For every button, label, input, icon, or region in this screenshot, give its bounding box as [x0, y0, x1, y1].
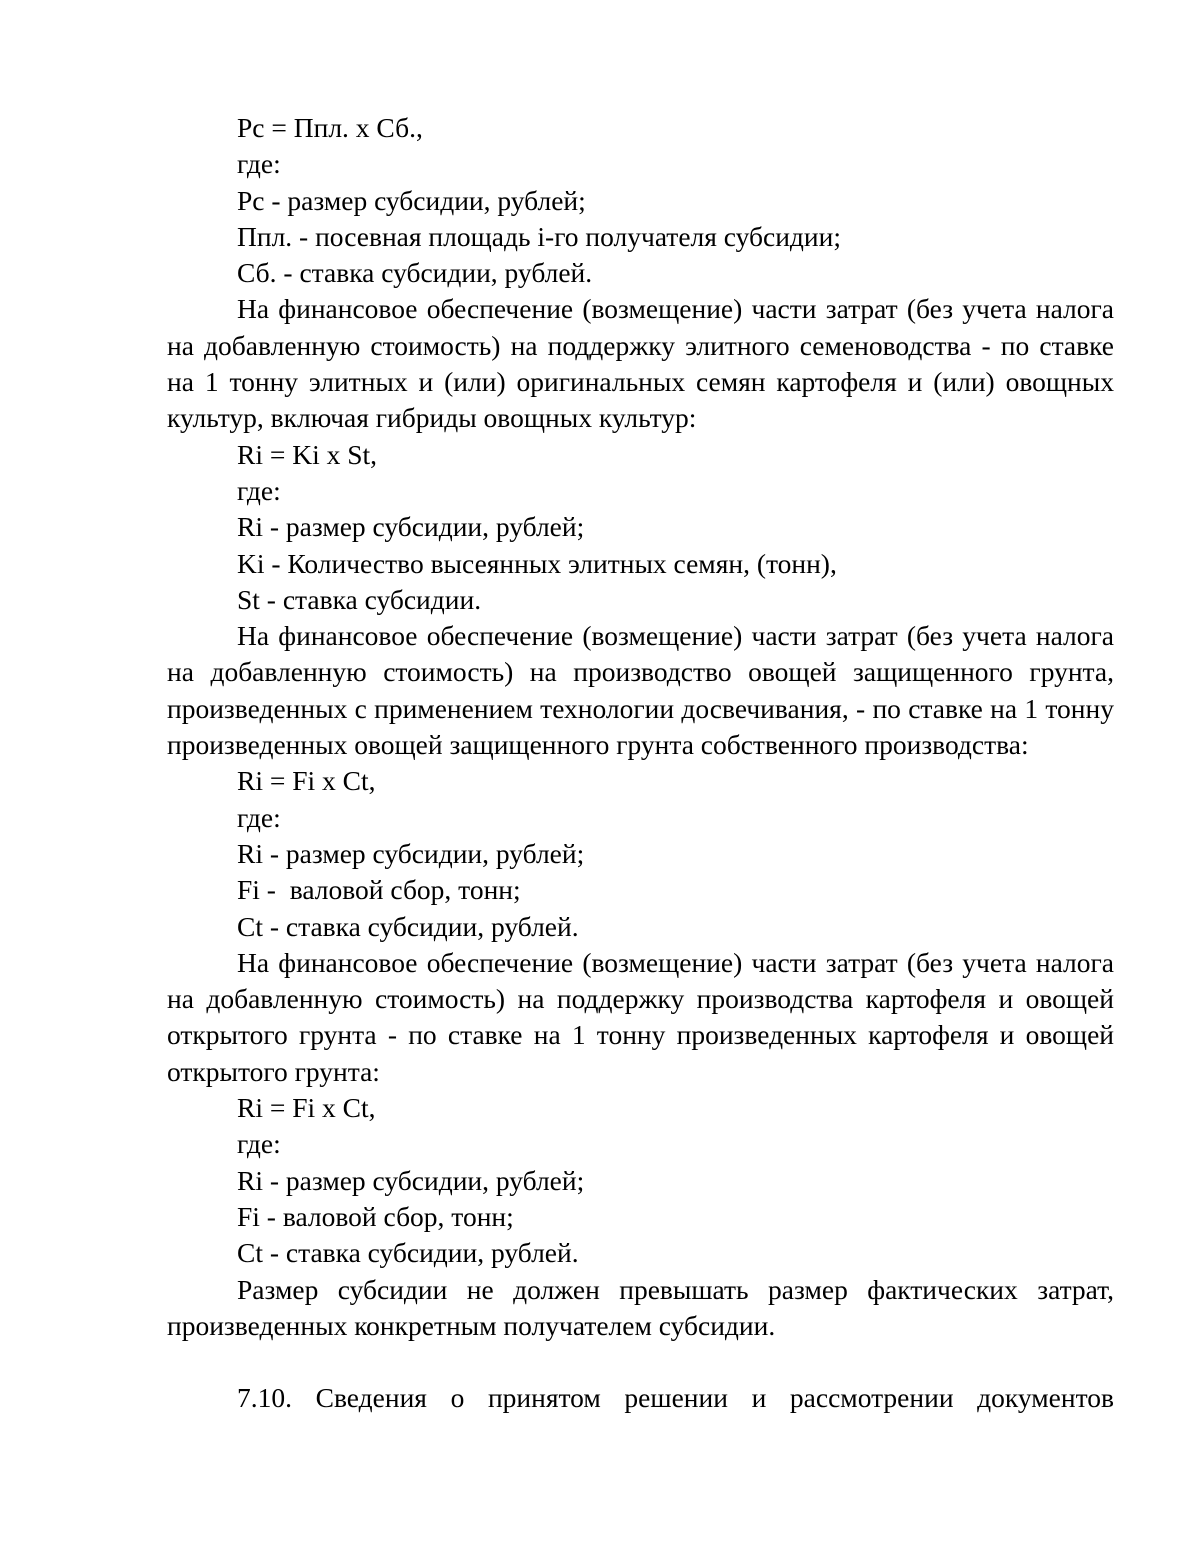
definition-line: Ri - размер субсидии, рублей; [237, 837, 585, 869]
paragraph-line: На финансовое обеспечение (возмещение) части затрат (без учета налога [237, 293, 1114, 325]
spacer [167, 1344, 1114, 1380]
definition-line: Fi - валовой сбор, тонн; [237, 1200, 514, 1232]
definition-line: Fi - валовой сбор, тонн; [237, 874, 521, 906]
definition-line: Ct - ставка субсидии, рублей. [237, 910, 579, 942]
document-page [167, 110, 1114, 1417]
section-heading: 7.10. Сведения о принятом решении и рассмотрении документов [237, 1382, 1114, 1414]
paragraph-elite-seeds [167, 291, 1114, 436]
paragraph-line: на 1 тонну элитных и (или) оригинальных семян картофеля и (или) овощных [167, 366, 1114, 398]
where-label: где: [237, 474, 281, 506]
paragraph-open-ground [167, 945, 1114, 1090]
formula-ri-fi: Ri = Fi x Ct, [237, 1092, 376, 1124]
paragraph-line: На финансовое обеспечение (возмещение) части затрат (без учета налога [237, 620, 1114, 652]
definition-line: Ki - Количество высеянных элитных семян, (тонн), [237, 547, 837, 579]
paragraph-greenhouse-vegetables [167, 618, 1114, 763]
formula-ri-fi: Ri = Fi x Ct, [237, 765, 376, 797]
paragraph-line: На финансовое обеспечение (возмещение) части затрат (без учета налога [237, 946, 1114, 978]
paragraph-line: произведенных конкретным получателем субсидии. [167, 1309, 776, 1341]
definition-line: Ri - размер субсидии, рублей; [237, 511, 585, 543]
paragraph-line: на добавленную стоимость) на поддержку элитного семеноводства - по ставке [167, 329, 1114, 361]
paragraph-line: произведенных овощей защищенного грунта собственного производства: [167, 729, 1029, 761]
paragraph-subsidy-limit [167, 1272, 1114, 1345]
definition-line: St - ставка субсидии. [237, 583, 482, 615]
definition-line: Сб. - ставка субсидии, рублей. [237, 257, 593, 289]
where-label: где: [237, 148, 281, 180]
paragraph-line: на добавленную стоимость) на производство овощей защищенного грунта, [167, 656, 1114, 688]
paragraph-line: открытого грунта - по ставке на 1 тонну произведенных картофеля и овощей [167, 1019, 1114, 1051]
paragraph-line: открытого грунта: [167, 1055, 380, 1087]
where-label: где: [237, 801, 281, 833]
paragraph-line: на добавленную стоимость) на поддержку производства картофеля и овощей [167, 983, 1114, 1015]
definition-line: Ri - размер субсидии, рублей; [237, 1164, 585, 1196]
where-label: где: [237, 1128, 281, 1160]
paragraph-line: культур, включая гибриды овощных культур: [167, 402, 697, 434]
paragraph-line: произведенных с применением технологии досвечивания, - по ставке на 1 тонну [167, 692, 1114, 724]
formula-pc: Рс = Ппл. х Сб., [237, 112, 423, 143]
definition-line: Ct - ставка субсидии, рублей. [237, 1237, 579, 1269]
formula-ri-ki: Ri = Ki x St, [237, 438, 378, 470]
definition-line: Рс - размер субсидии, рублей; [237, 184, 586, 216]
definition-line: Ппл. - посевная площадь i-го получателя субсидии; [237, 220, 841, 252]
paragraph-line: Размер субсидии не должен превышать размер фактических затрат, [237, 1273, 1114, 1305]
